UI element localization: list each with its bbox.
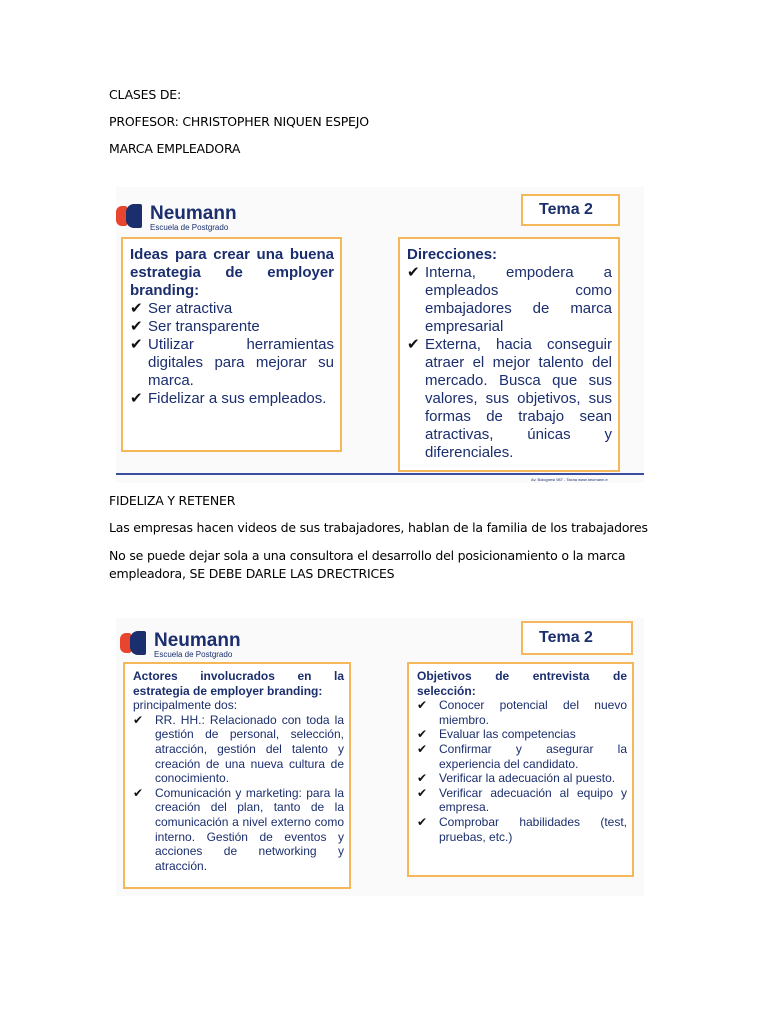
list-item: ✔ Externa, hacia conseguir atraer el mejor talento del mercado. Busca que sus valores, sus objetivos, sus formas de trabajo sean atractivas, únicas y diferenciales. — [407, 336, 612, 461]
check-icon: ✔ — [407, 264, 420, 281]
check-icon: ✔ — [130, 336, 143, 353]
check-icon: ✔ — [130, 318, 143, 335]
neumann-logo — [120, 631, 241, 660]
check-icon: ✔ — [133, 785, 144, 800]
paragraph-videos: Las empresas hacen videos de sus trabajadores, hablan de la familia de los trabajadores — [109, 520, 648, 535]
list-item: ✔ Verificar la adecuación al puesto. — [417, 771, 616, 786]
check-icon: ✔ — [417, 785, 428, 800]
list-item: ✔ Verificar adecuación al equipo y empresa. — [417, 785, 627, 815]
list-item: ✔ Ser atractiva — [130, 300, 233, 317]
objetivos-box — [407, 662, 634, 877]
check-icon: ✔ — [133, 712, 144, 727]
check-icon: ✔ — [417, 698, 428, 713]
brand-subtitle: Escuela de Postgrado — [154, 650, 233, 659]
check-icon: ✔ — [417, 814, 428, 829]
check-icon: ✔ — [417, 727, 428, 742]
list-item: ✔ Comunicación y marketing: para la creación del plan, tanto de la comunicación a nivel externo como interno. Gestión de eventos y acciones de networking y atracción. — [133, 785, 344, 873]
list-item: ✔ Conocer potencial del nuevo miembro. — [417, 698, 627, 727]
check-icon: ✔ — [417, 741, 428, 756]
ideas-heading: Ideas para crear una buena estrategia de employer branding: — [130, 246, 334, 299]
check-icon: ✔ — [417, 771, 428, 786]
list-item: ✔ Evaluar las competencias — [417, 727, 576, 742]
slide-divider — [116, 473, 644, 475]
list-item: ✔ Ser transparente — [130, 318, 260, 335]
brand-name: Neumann — [150, 203, 237, 224]
class-title: CLASES DE: — [109, 87, 182, 102]
direcciones-heading: Direcciones: — [407, 246, 498, 263]
brand-subtitle: Escuela de Postgrado — [150, 223, 229, 232]
logo-icon — [116, 204, 146, 228]
actores-heading: Actores involucrados en la estrategia de employer branding: — [133, 669, 344, 698]
tema-badge: Tema 2 — [521, 621, 633, 655]
slide-image-1 — [116, 187, 644, 483]
topic-title: MARCA EMPLEADORA — [109, 141, 241, 156]
check-icon: ✔ — [130, 390, 143, 407]
list-item: ✔ Utilizar herramientas digitales para mejorar su marca. — [130, 336, 334, 389]
logo-icon — [120, 631, 150, 655]
slide-image-2 — [116, 618, 644, 896]
list-item: ✔ Confirmar y asegurar la experiencia del candidato. — [417, 741, 627, 771]
check-icon: ✔ — [130, 300, 143, 317]
professor-name: PROFESOR: CHRISTOPHER NIQUEN ESPEJO — [109, 114, 369, 129]
check-icon: ✔ — [407, 336, 420, 353]
brand-name: Neumann — [154, 630, 241, 651]
tema-badge: Tema 2 — [521, 194, 620, 226]
slide-footer: Av. Bolognesi 987 - Tacna www.neumann.e — [531, 477, 608, 482]
list-item: ✔ Comprobar habilidades (test, pruebas, etc.) — [417, 814, 627, 844]
paragraph-consultora: No se puede dejar sola a una consultora el desarrollo del posicionamiento o la marca empleadora, SE DEBE DARLE LAS DRECTRICES — [109, 548, 626, 581]
neumann-logo — [116, 204, 237, 233]
paragraph-fideliza: FIDELIZA Y RETENER — [109, 493, 236, 508]
list-item: ✔ RR. HH.: Relacionado con toda la gestión de personal, selección, atracción, gestión del talento y creación de una nueva cultura de conocimiento. — [133, 712, 344, 786]
actores-box — [123, 662, 351, 889]
list-item: ✔ Fidelizar a sus empleados. — [130, 390, 327, 407]
ideas-box — [121, 237, 342, 452]
direcciones-box — [398, 237, 620, 472]
actores-intro: principalmente dos: — [133, 698, 238, 713]
objetivos-heading: Objetivos de entrevista de selección: — [417, 669, 627, 698]
list-item: ✔ Interna, empodera a empleados como embajadores de marca empresarial — [407, 264, 612, 335]
